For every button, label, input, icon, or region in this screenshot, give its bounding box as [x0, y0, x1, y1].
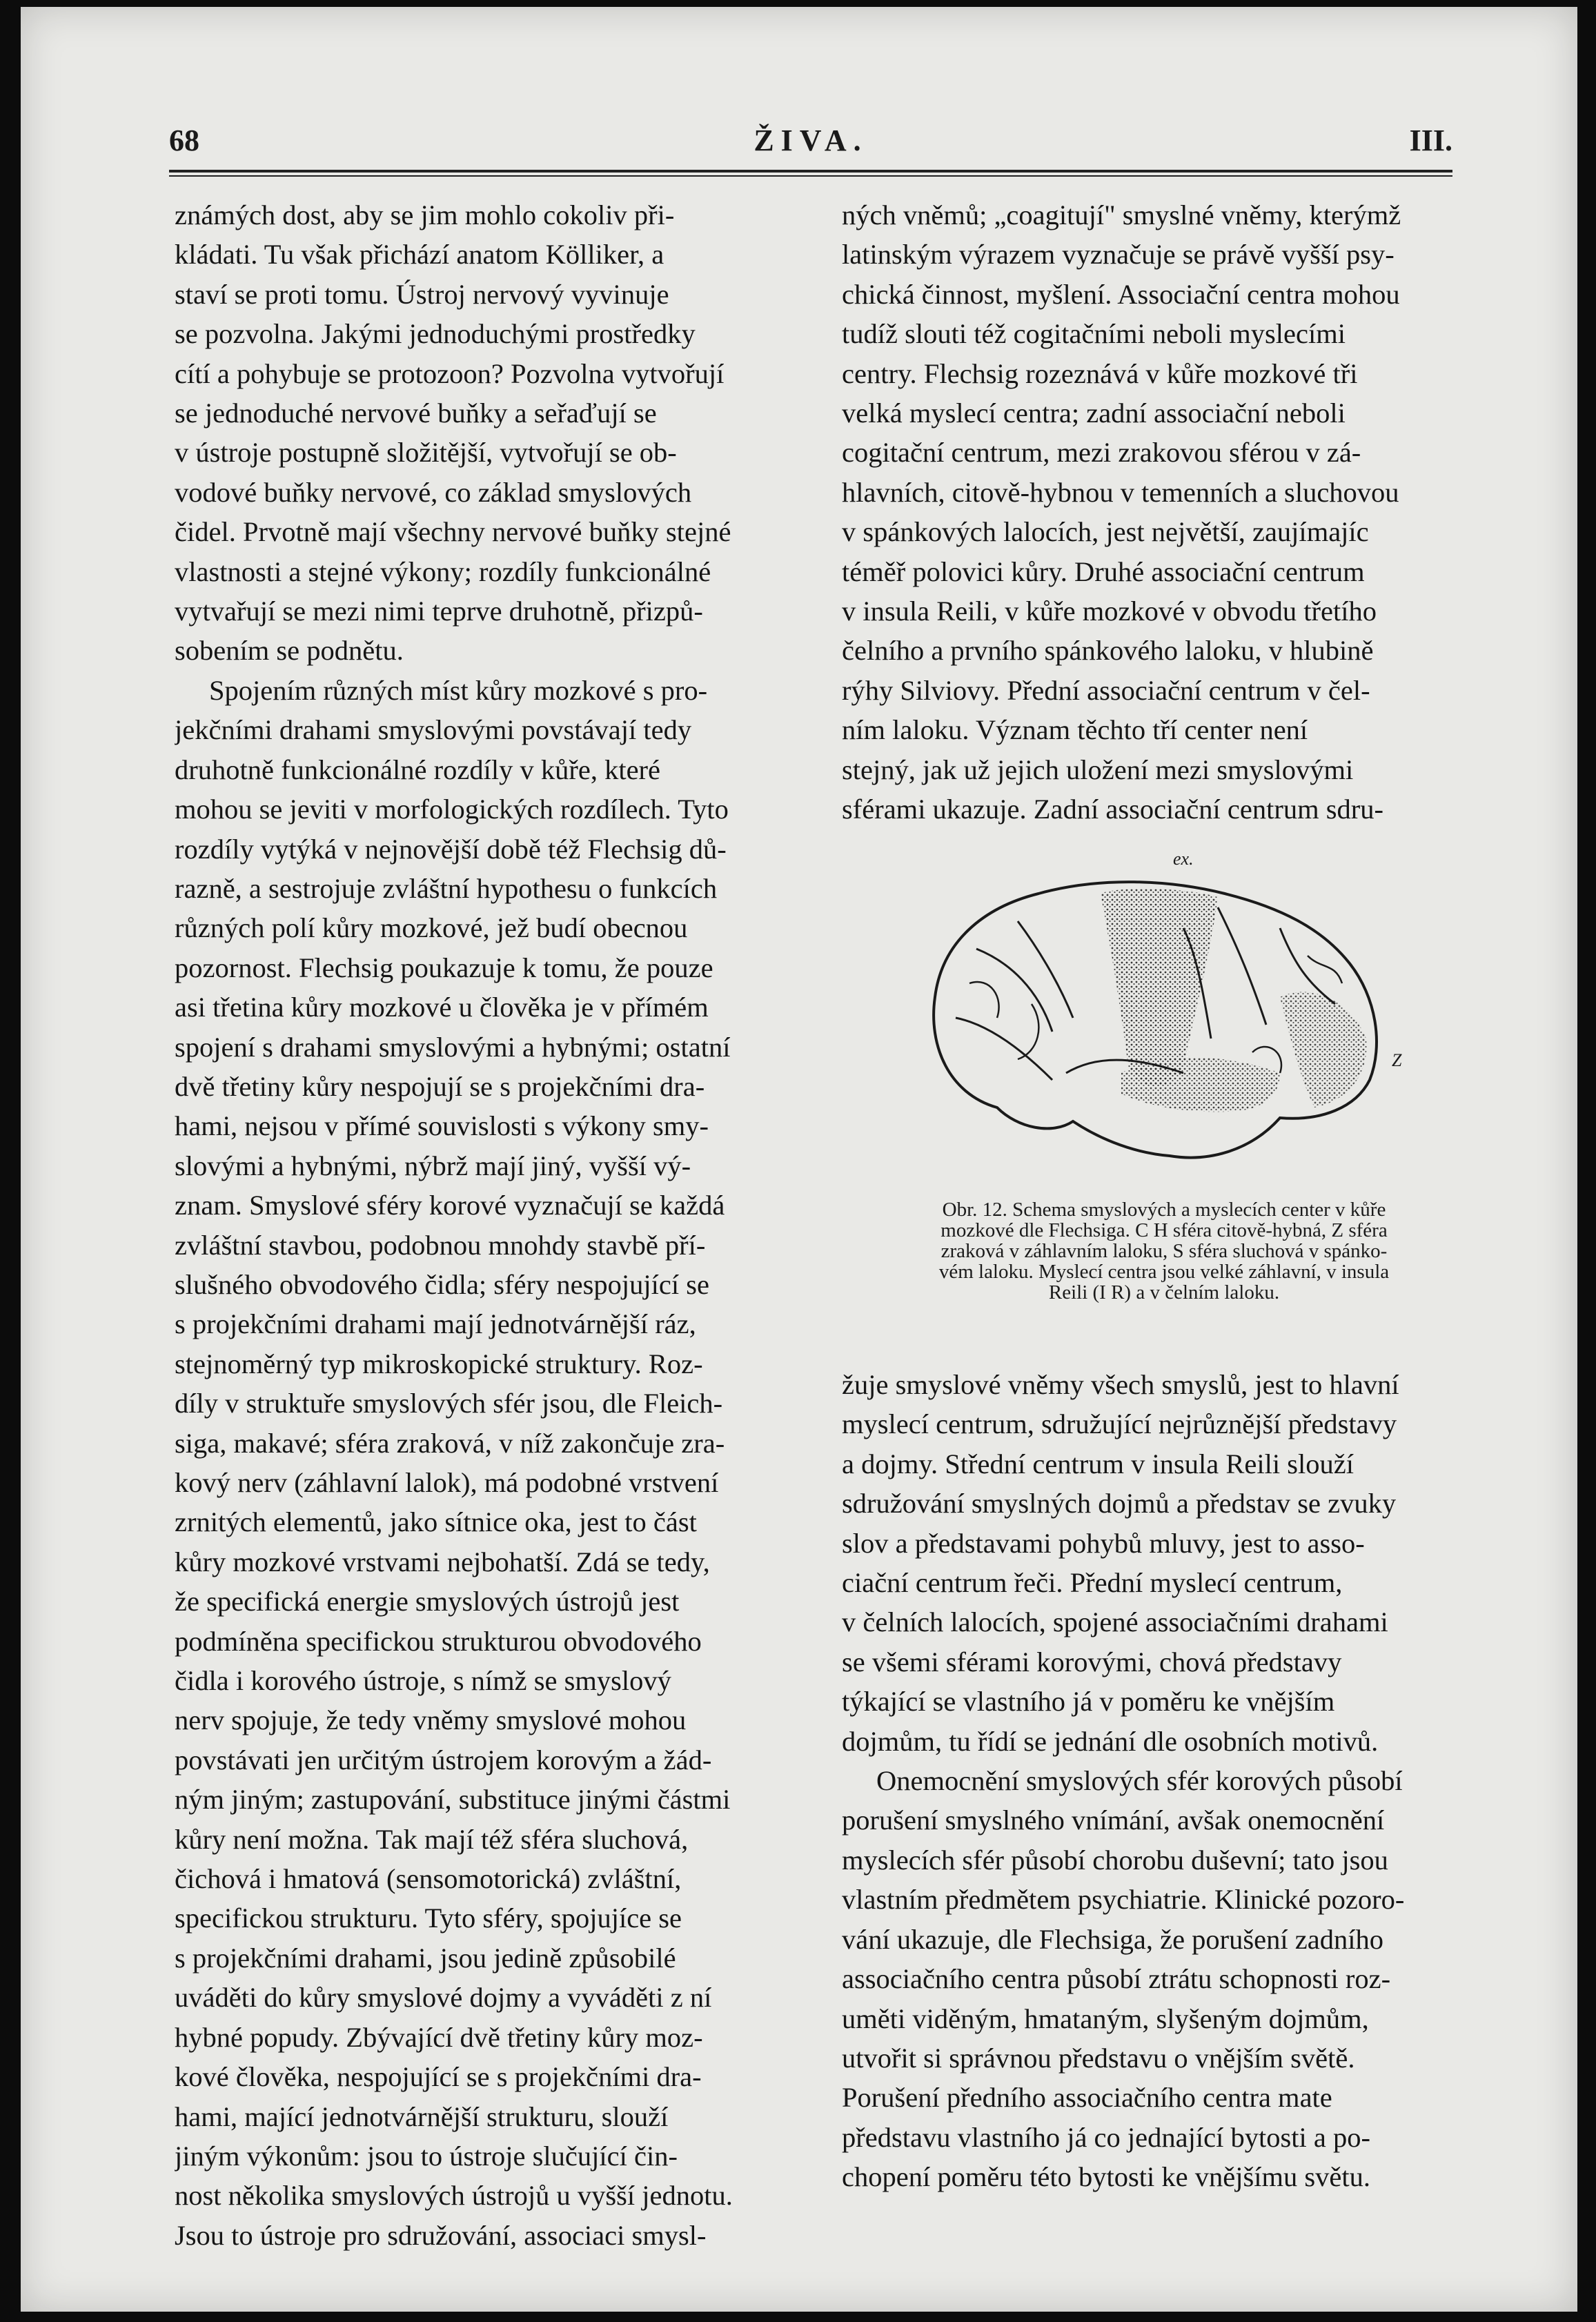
- text-line: velká myslecí centra; zadní associační neboli: [842, 397, 1346, 429]
- text-line: rýhy Silviovy. Přední associační centrum v čel-: [842, 674, 1370, 706]
- text-line: sobením se podnětu.: [175, 635, 404, 667]
- text-line: pozornost. Flechsig poukazuje k tomu, že pouze: [175, 952, 713, 983]
- text-line: ciační centrum řeči. Přední myslecí centrum,: [842, 1567, 1343, 1599]
- brain-figure: [894, 845, 1439, 1177]
- text-line: uměti viděným, hmataným, slyšeným dojmům,: [842, 2003, 1369, 2034]
- text-line: jekčními drahami smyslovými povstávají tedy: [175, 714, 692, 746]
- text-line: Porušení předního associačního centra mate: [842, 2082, 1332, 2114]
- text-line: ním laloku. Význam těchto tří center není: [842, 714, 1308, 746]
- text-line: hami, nejsou v přímé souvislosti s výkony smy-: [175, 1110, 709, 1142]
- auditory-sphere: [1121, 1058, 1280, 1112]
- text-line: zvláštní stavbou, podobnou mnohdy stavbě pří-: [175, 1229, 706, 1261]
- text-line: nost několika smyslových ústrojů u vyšší jednotu.: [175, 2180, 733, 2212]
- caption-line: Reili (I R) a v čelním laloku.: [1048, 1281, 1280, 1303]
- right-column-bottom: [842, 1365, 1487, 2197]
- text-line: kůry není možna. Tak mají též sféra sluchová,: [175, 1823, 689, 1855]
- text-line: dvě třetiny kůry nespojují se s projekčními dra-: [175, 1070, 705, 1102]
- text-line: chopení poměru této bytosti ke vnějšímu světu.: [842, 2161, 1370, 2193]
- right-column-top: [842, 195, 1487, 829]
- left-column: [175, 195, 820, 2255]
- text-line: se jednoduché nervové buňky a seřaďují se: [175, 397, 657, 429]
- text-line: specifickou strukturu. Tyto sféry, spojujíce se: [175, 1902, 682, 1934]
- text-line: slovými a hybnými, nýbrž mají jiný, vyšší vý-: [175, 1150, 691, 1181]
- text-line: spojení s drahami smyslovými a hybnými; ostatní: [175, 1031, 731, 1063]
- text-line: dojmům, tu řídí se jednání dle osobních motivů.: [842, 1725, 1379, 1757]
- text-line: porušení smyslného vnímání, avšak onemocnění: [842, 1804, 1385, 1836]
- text-line: stejný, jak už jejich uložení mezi smyslovými: [842, 754, 1354, 785]
- text-line: čichová i hmatová (sensomotorická) zvláštní,: [175, 1863, 682, 1895]
- caption-line: Obr. 12. Schema smyslových a myslecích center v kůře: [942, 1199, 1386, 1221]
- figure-caption: [850, 1199, 1478, 1303]
- text-line: nerv spojuje, že tedy vněmy smyslové mohou: [175, 1704, 687, 1736]
- text-line: se pozvolna. Jakými jednoduchými prostředky: [175, 318, 696, 350]
- text-line: znam. Smyslové sféry korové vyznačují se každá: [175, 1190, 725, 1221]
- text-line: různých polí kůry mozkové, jež budí obecnou: [175, 912, 688, 944]
- text-line: povstávati jen určitým ústrojem korovým a žád-: [175, 1744, 712, 1775]
- text-line: asi třetina kůry mozkové u člověka je v přímém: [175, 992, 709, 1023]
- text-line: ným jiným; zastupování, substituce jinými částmi: [175, 1784, 731, 1816]
- text-line: razně, a sestrojuje zvláštní hypothesu o funkcích: [175, 872, 718, 904]
- text-line: staví se proti tomu. Ústroj nervový vyvinuje: [175, 278, 669, 310]
- figure-label-top: ex.: [1173, 849, 1194, 869]
- text-line: známých dost, aby se jim mohlo cokoliv při-: [175, 199, 675, 230]
- text-line: vlastním předmětem psychiatrie. Klinické pozoro-: [842, 1884, 1405, 1916]
- text-line: s projekčními drahami, jsou jedině způsobilé: [175, 1942, 676, 1974]
- text-line: ných vněmů; „coagitují" smyslné vněmy, kterýmž: [842, 199, 1401, 230]
- motor-sensory-sphere: [1101, 889, 1218, 1087]
- figure-label-right: Z: [1392, 1050, 1402, 1070]
- text-line: rozdíly vytýká v nejnovější době též Flechsig dů-: [175, 833, 727, 865]
- header-rule: [169, 170, 1452, 173]
- text-line: v ústroje postupně složitější, vytvořují se ob-: [175, 437, 677, 469]
- text-line: sdružování smyslných dojmů a představ se zvuky: [842, 1488, 1397, 1519]
- text-line: stejnoměrný typ mikroskopické struktury. Roz-: [175, 1348, 703, 1379]
- text-line: Spojením různých míst kůry mozkové s pro-: [209, 674, 708, 706]
- text-line: uváděti do kůry smyslové dojmy a vyváděti z ní: [175, 1982, 712, 2014]
- text-line: s projekčními drahami mají jednotvárnější ráz,: [175, 1308, 696, 1340]
- text-line: siga, makavé; sféra zraková, v níž zakončuje zra-: [175, 1427, 725, 1459]
- text-line: zrnitých elementů, jako sítnice oka, jest to část: [175, 1506, 697, 1538]
- text-line: myslecí centrum, sdružující nejrůznější představy: [842, 1408, 1397, 1440]
- text-line: týkající se vlastního já v poměru ke vnějším: [842, 1686, 1335, 1718]
- text-line: centry. Flechsig rozeznává v kůře mozkové tři: [842, 357, 1358, 389]
- text-line: hlavních, citově-hybnou v temenních a sluchovou: [842, 476, 1399, 508]
- text-line: se všemi sférami korovými, chová představy: [842, 1646, 1342, 1677]
- caption-line: vém laloku. Myslecí centra jsou velké záhlavní, v insula: [938, 1261, 1390, 1283]
- text-line: a dojmy. Střední centrum v insula Reili slouží: [842, 1448, 1354, 1479]
- text-line: že specifická energie smyslových ústrojů jest: [175, 1586, 680, 1617]
- text-line: čelního a prvního spánkového laloku, v hlubině: [842, 635, 1374, 667]
- text-line: hybné popudy. Zbývající dvě třetiny kůry moz-: [175, 2021, 703, 2053]
- text-line: hami, mající jednotvárnější strukturu, slouží: [175, 2100, 669, 2132]
- text-line: díly v struktuře smyslových sfér jsou, dle Fleich-: [175, 1388, 723, 1419]
- text-line: vytvařují se mezi nimi teprve druhotně, přizpů-: [175, 596, 703, 627]
- text-line: cogitační centrum, mezi zrakovou sférou v zá-: [842, 437, 1361, 469]
- text-line: druhotně funkcionálné rozdíly v kůře, které: [175, 754, 661, 785]
- volume-number: III.: [1409, 124, 1452, 157]
- text-line: mohou se jeviti v morfologických rozdílech. Tyto: [175, 794, 729, 825]
- text-line: vání ukazuje, dle Flechsiga, že porušení zadního: [842, 1923, 1383, 1955]
- text-line: slušného obvodového čidla; sféry nespojující se: [175, 1268, 709, 1300]
- text-line: utvořit si správnou představu o vnějším světě.: [842, 2042, 1355, 2074]
- page-number: 68: [169, 124, 199, 157]
- text-line: tudíž slouti též cogitačními neboli myslecími: [842, 318, 1346, 350]
- text-line: kůry mozkové vrstvami nejbohatší. Zdá se tedy,: [175, 1546, 710, 1577]
- text-line: slov a představami pohybů mluvy, jest to asso-: [842, 1527, 1365, 1559]
- text-line: chická činnost, myšlení. Associační centra mohou: [842, 278, 1400, 310]
- text-line: v insula Reili, v kůře mozkové v obvodu třetího: [842, 596, 1377, 627]
- text-line: sférami ukazuje. Zadní associační centrum sdru-: [842, 794, 1383, 825]
- header-rule-thin: [169, 175, 1452, 177]
- brain-diagram: [894, 845, 1439, 1177]
- caption-line: mozkové dle Flechsiga. C H sféra citově-hybná, Z sféra: [940, 1219, 1388, 1241]
- text-line: v čelních lalocích, spojené associačními drahami: [842, 1606, 1388, 1638]
- text-line: téměř polovici kůry. Druhé associační centrum: [842, 555, 1365, 587]
- text-line: vlastnosti a stejné výkony; rozdíly funkcionálné: [175, 555, 711, 587]
- text-line: Onemocnění smyslových sfér korových působí: [876, 1765, 1403, 1797]
- text-line: jiným výkonům: jsou to ústroje slučující čin-: [175, 2140, 678, 2172]
- text-line: associačního centra působí ztrátu schopnosti roz-: [842, 1963, 1391, 1995]
- text-line: žuje smyslové vněmy všech smyslů, jest to hlavní: [842, 1369, 1399, 1400]
- running-header: [169, 123, 1452, 157]
- text-line: představu vlastního já co jednající bytosti a po-: [842, 2121, 1370, 2153]
- text-line: kový nerv (záhlavní lalok), má podobné vrstvení: [175, 1467, 719, 1498]
- text-line: čidel. Prvotně mají všechny nervové buňky stejné: [175, 516, 731, 548]
- text-line: myslecích sfér působí chorobu duševní; tato jsou: [842, 1844, 1388, 1876]
- text-line: vodové buňky nervové, co základ smyslových: [175, 476, 692, 508]
- text-line: kládati. Tu však přichází anatom Kölliker, a: [175, 239, 664, 270]
- caption-line: zraková v záhlavním laloku, S sféra sluchová v spánko-: [940, 1240, 1388, 1262]
- journal-title: ŽIVA.: [753, 124, 868, 157]
- text-line: Jsou to ústroje pro sdružování, associaci smysl-: [175, 2219, 707, 2251]
- text-line: cítí a pohybuje se protozoon? Pozvolna vytvořují: [175, 357, 725, 389]
- text-line: v spánkových lalocích, jest největší, zaujímajíc: [842, 516, 1369, 548]
- text-line: podmíněna specifickou strukturou obvodového: [175, 1625, 702, 1657]
- text-line: čidla i korového ústroje, s nímž se smyslový: [175, 1665, 671, 1697]
- visual-sphere: [1280, 992, 1367, 1108]
- text-line: latinským výrazem vyznačuje se právě vyšší psy-: [842, 239, 1395, 270]
- text-line: kové člověka, nespojující se s projekčními dra-: [175, 2061, 702, 2093]
